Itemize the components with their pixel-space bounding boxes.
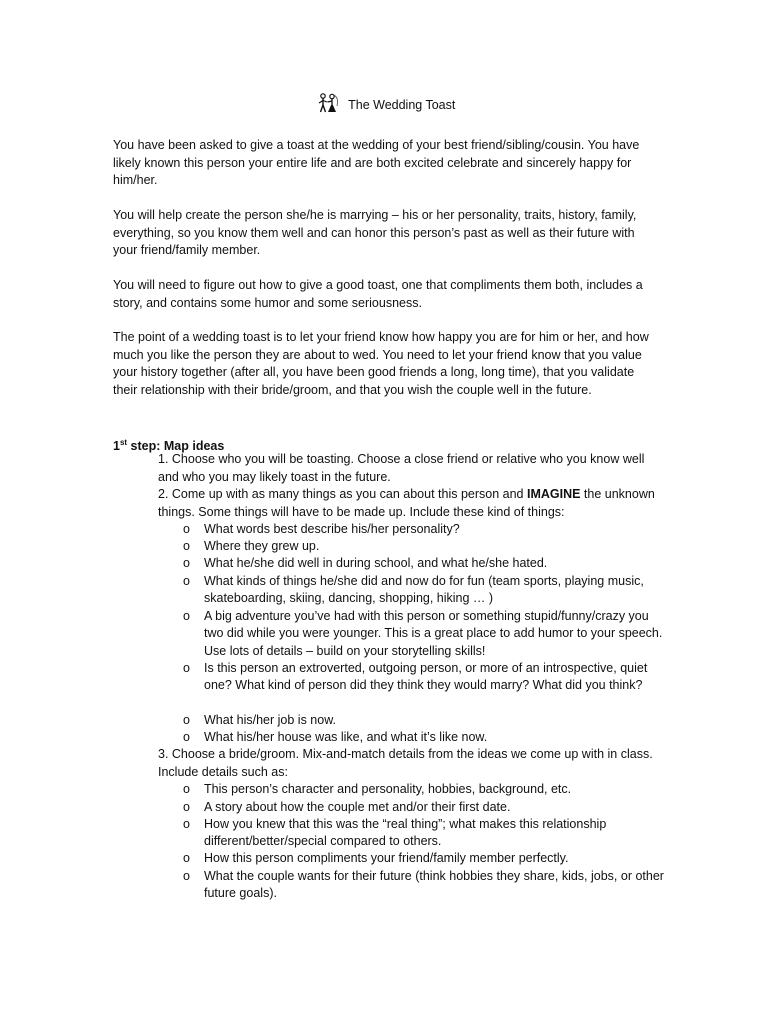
bullet-text: What his/her house was like, and what it’s like now. bbox=[204, 730, 488, 744]
bullet-text: A big adventure you’ve had with this person or something stupid/funny/crazy you two did while you were younger. This is a great place to add humor to your speech. Use lots of details – build on your storytelling skills! bbox=[204, 609, 663, 658]
bullet-marker: o bbox=[183, 869, 190, 883]
list-item-3: 3. Choose a bride/groom. Mix-and-match details from the ideas we come up with in class. Include details such as: bbox=[158, 747, 653, 779]
bullet-text: What words best describe his/her personality? bbox=[204, 522, 460, 536]
list-item-2 bbox=[158, 486, 658, 521]
bullet-marker: o bbox=[183, 574, 190, 588]
bullet-marker: o bbox=[183, 851, 190, 865]
bullet-marker: o bbox=[183, 800, 190, 814]
step-label: step: Map ideas bbox=[127, 439, 225, 454]
bullet-marker: o bbox=[183, 609, 190, 623]
imagine-emphasis: IMAGINE bbox=[526, 487, 581, 501]
bullet-text: Is this person an extroverted, outgoing person, or more of an introspective, quiet one? What kind of person did they think they would marry? What did you think? bbox=[204, 661, 648, 693]
bullet-text: What the couple wants for their future (think hobbies they share, kids, jobs, or other future goals). bbox=[204, 869, 664, 901]
bullet-marker: o bbox=[183, 556, 190, 570]
bullet-text: A story about how the couple met and/or their first date. bbox=[204, 800, 511, 814]
page-title: The Wedding Toast bbox=[348, 98, 456, 112]
bullet-marker: o bbox=[183, 730, 190, 744]
title-row bbox=[0, 92, 770, 118]
list-item-2-text-end: the unknown things. Some things will have to be made up. Include these kind of things: bbox=[158, 487, 655, 519]
intro-paragraph-4: The point of a wedding toast is to let your friend know how happy you are for him or her, and how much you like the person they are about to wed. You need to let your friend know that you value your history together (after all, you have been good friends a long, long time), that you validate their relationship with their bride/groom, and that you wish the couple well in the future. bbox=[113, 330, 649, 397]
bullet-text: What kinds of things he/she did and now do for fun (team sports, playing music, skateboarding, skiing, dancing, shopping, hiking … ) bbox=[204, 574, 644, 606]
bullet-marker: o bbox=[183, 661, 190, 675]
bullet-text: How you knew that this was the “real thing”; what makes this relationship different/better/special compared to others. bbox=[204, 817, 607, 849]
list-item-1: 1. Choose who you will be toasting. Choose a close friend or relative who you know well and who you may likely toast in the future. bbox=[158, 452, 645, 484]
bullet-marker: o bbox=[183, 522, 190, 536]
wedding-couple-icon bbox=[315, 92, 341, 118]
step-number: 1 bbox=[113, 439, 120, 454]
bullet-marker: o bbox=[183, 539, 190, 553]
bullet-marker: o bbox=[183, 817, 190, 831]
list-item-2-text: 2. Come up with as many things as you can about this person and bbox=[158, 487, 527, 501]
bullet-text: Where they grew up. bbox=[204, 539, 320, 553]
bullet-marker: o bbox=[183, 713, 190, 727]
intro-paragraph-3: You will need to figure out how to give a good toast, one that compliments them both, includes a story, and contains some humor and some seriousness. bbox=[113, 278, 643, 310]
intro-paragraph-2: You will help create the person she/he is marrying – his or her personality, traits, history, family, everything, so you know them well and can honor this person’s past as well as their future with your friend/family member. bbox=[113, 208, 637, 258]
bullet-marker: o bbox=[183, 782, 190, 796]
bullet-text: How this person compliments your friend/family member perfectly. bbox=[204, 851, 569, 865]
bullet-text: This person’s character and personality, hobbies, background, etc. bbox=[204, 782, 572, 796]
bullet-text: What he/she did well in during school, and what he/she hated. bbox=[204, 556, 548, 570]
step-ordinal: st bbox=[119, 438, 128, 447]
bullet-text: What his/her job is now. bbox=[204, 713, 337, 727]
intro-paragraph-1: You have been asked to give a toast at the wedding of your best friend/sibling/cousin. You have likely known this person your entire life and are both excited celebrate and sincerely happy for him/her. bbox=[113, 138, 640, 188]
